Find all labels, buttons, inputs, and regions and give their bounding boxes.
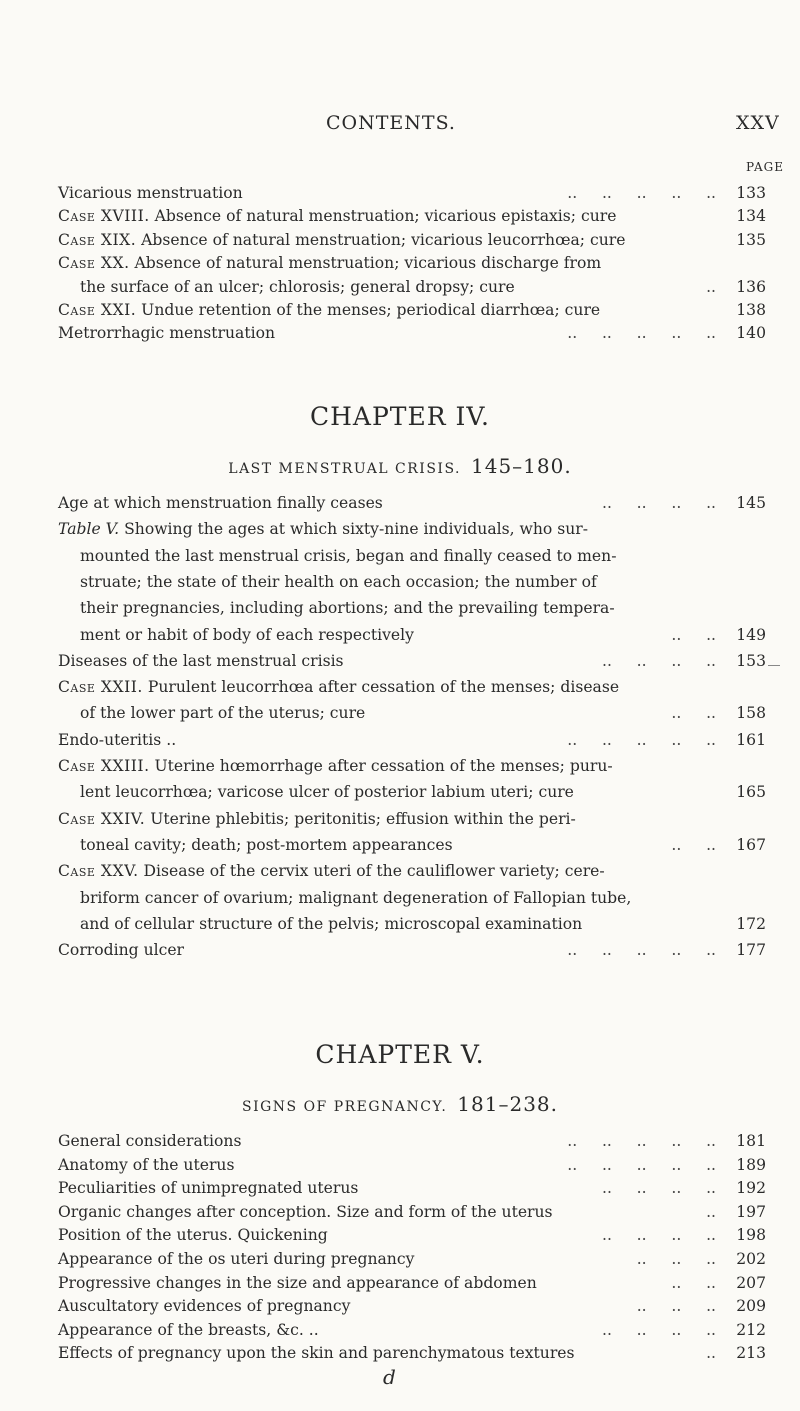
- entry-title: Age at which menstruation finally ceases: [58, 494, 383, 512]
- toc-entry-text: [58, 806, 576, 832]
- toc-entry: [0, 180, 800, 206]
- entry-title: Appearance of the os uteri during pregnancy: [58, 1250, 415, 1268]
- page-number: 207: [736, 1273, 766, 1292]
- leader-dots: .. .. .. ..: [601, 1226, 716, 1245]
- toc-entry-text: [80, 779, 574, 805]
- entry-title: Vicarious menstruation: [58, 184, 243, 202]
- toc-entry-text: [80, 700, 365, 726]
- toc-entry: [0, 250, 800, 276]
- toc-entry-text: [58, 1175, 358, 1201]
- leader-dots: ..: [706, 1202, 716, 1221]
- entry-title: mounted the last menstrual crisis, began and finally ceased to men-: [80, 546, 617, 565]
- leader-dots: .. ..: [671, 704, 716, 723]
- leader-dots: ..: [706, 277, 716, 296]
- entry-title: Absence of natural menstruation; vicarious leucorrhœa; cure: [136, 230, 626, 249]
- leader-dots: .. .. .. ..: [601, 1179, 716, 1198]
- page-number: 202: [736, 1250, 766, 1268]
- toc-entry-text: [80, 595, 615, 621]
- toc-entry: [0, 569, 800, 595]
- toc-entry: [0, 911, 800, 937]
- toc-entry-text: [58, 1270, 537, 1296]
- entry-title: briform cancer of ovarium; malignant degeneration of Fallopian tube,: [80, 888, 632, 907]
- toc-entry-text: [58, 1128, 241, 1154]
- toc-entry: [0, 1128, 800, 1154]
- toc-entry: [0, 1222, 800, 1248]
- leader-dots: ..: [706, 1344, 716, 1363]
- case-label: Case XXII.: [58, 678, 143, 697]
- entry-title: and of cellular structure of the pelvis; microscopal examination: [80, 914, 583, 933]
- toc-entry-text: [80, 274, 515, 300]
- leader-dots: .. .. .. ..: [601, 651, 716, 670]
- leader-dots: .. ..: [671, 1273, 716, 1292]
- toc-entry-text: [80, 543, 616, 569]
- toc-entry: [0, 274, 800, 300]
- toc-entry: [0, 700, 800, 726]
- toc-entry: [0, 648, 800, 674]
- chapter-4-subtitle: [0, 454, 800, 478]
- toc-entry: [0, 1246, 800, 1272]
- entry-title: the surface of an ulcer; chlorosis; general dropsy; cure: [80, 277, 515, 296]
- toc-entry: [0, 622, 800, 648]
- toc-entry-text: [80, 911, 582, 937]
- chapter-5-subtitle: [0, 1092, 800, 1116]
- toc-entry: [0, 858, 800, 884]
- entry-title: Progressive changes in the size and appearance of abdomen: [58, 1273, 537, 1292]
- entry-title: Showing the ages at which sixty-nine individuals, who sur-: [119, 520, 589, 539]
- page-number: 149: [736, 625, 766, 644]
- page-number: 135: [736, 230, 766, 249]
- toc-entry: [0, 1152, 800, 1178]
- entry-title: Undue retention of the menses; periodical diarrhœa; cure: [136, 301, 601, 319]
- entry-title: Purulent leucorrhœa after cessation of the menses; disease: [142, 678, 620, 697]
- toc-entry: [0, 937, 800, 963]
- toc-entry-text: [58, 203, 616, 229]
- toc-entry-text: [58, 1317, 319, 1343]
- entry-title: Metrorrhagic menstruation: [58, 324, 276, 343]
- page-number: 167: [736, 835, 766, 854]
- leader-dots: .. ..: [671, 625, 716, 644]
- page-number: 189: [736, 1155, 766, 1174]
- chapter-5-page-range: 181–238.: [457, 1092, 559, 1116]
- page-number: 192: [736, 1179, 766, 1198]
- toc-entry: [0, 320, 800, 346]
- toc-entry-text: [80, 622, 414, 648]
- chapter-5-subtitle-text: SIGNS OF PREGNANCY.: [241, 1099, 448, 1115]
- entry-title: their pregnancies, including abortions; and the prevailing tempera-: [80, 599, 615, 618]
- case-label: Case XXIV.: [58, 809, 146, 828]
- toc-entry: [0, 595, 800, 621]
- leader-dots: .. .. ..: [636, 1250, 716, 1268]
- case-label: Case XX.: [58, 254, 130, 273]
- chapter-4-subtitle-text: LAST MENSTRUAL CRISIS.: [228, 461, 461, 477]
- entry-title: Appearance of the breasts, &c. ..: [58, 1320, 319, 1339]
- toc-entry: [0, 1317, 800, 1343]
- toc-entry: [0, 1340, 800, 1366]
- toc-entry: [0, 753, 800, 779]
- case-label: Case XXV.: [58, 862, 139, 881]
- case-label: Case XVIII.: [58, 207, 150, 226]
- entry-title: Absence of natural menstruation; vicarious discharge from: [129, 254, 602, 273]
- toc-entry-text: [80, 832, 453, 858]
- entry-title: Disease of the cervix uteri of the cauliflower variety; cere-: [138, 862, 605, 881]
- page-number: 158: [736, 704, 766, 723]
- toc-entry: [0, 832, 800, 858]
- page-number: 177: [736, 941, 766, 960]
- page-number: 140: [736, 324, 766, 343]
- entry-title: Position of the uterus. Quickening: [58, 1226, 328, 1245]
- entry-title: General considerations: [58, 1132, 242, 1150]
- entry-title: struate; the state of their health on each occasion; the number of: [80, 572, 597, 591]
- leader-dots: .. .. .. ..: [601, 494, 716, 512]
- toc-entry-text: [58, 180, 243, 206]
- entry-title: Uterine phlebitis; peritonitis; effusion within the peri-: [145, 809, 576, 828]
- leader-dots: .. .. .. .. ..: [567, 730, 716, 749]
- toc-entry-text: [58, 937, 184, 963]
- leader-dots: .. .. .. ..: [601, 1320, 716, 1339]
- toc-entry-text: [80, 885, 631, 911]
- toc-entry-text: [58, 516, 588, 542]
- page-number: 198: [736, 1226, 766, 1245]
- toc-entry-text: [58, 1340, 575, 1366]
- page-number: 209: [736, 1297, 766, 1316]
- case-label: Case XIX.: [58, 230, 137, 249]
- leader-dots: .. .. .. .. ..: [567, 941, 716, 960]
- toc-entry-text: [58, 858, 605, 884]
- entry-title: Endo-uteritis ..: [58, 730, 177, 749]
- entry-title: lent leucorrhœa; varicose ulcer of posterior labium uteri; cure: [80, 783, 574, 802]
- toc-entry: [0, 727, 800, 753]
- chapter-4-title: CHAPTER IV.: [309, 402, 490, 431]
- page-number: 153: [736, 651, 766, 670]
- leader-dots: .. .. .. .. ..: [567, 324, 716, 343]
- toc-entry: [0, 1270, 800, 1296]
- case-label: Case XXIII.: [58, 757, 150, 775]
- toc-entry: [0, 1293, 800, 1319]
- toc-entry: [0, 543, 800, 569]
- entry-title: Absence of natural menstruation; vicarious epistaxis; cure: [149, 207, 617, 226]
- toc-entry-text: [58, 674, 619, 700]
- page-column-label: PAGE: [746, 160, 784, 174]
- toc-entry-text: [58, 648, 344, 674]
- toc-entry-text: [58, 1293, 350, 1319]
- page-number: 136: [736, 277, 766, 296]
- toc-entry-text: [58, 297, 600, 323]
- page-number: 145: [736, 494, 766, 512]
- running-header-title: CONTENTS.: [326, 112, 456, 134]
- toc-entry-text: [58, 490, 383, 516]
- toc-entry-text: [58, 250, 601, 276]
- chapter-5-title: CHAPTER V.: [315, 1040, 485, 1069]
- page-number: 172: [736, 914, 766, 933]
- toc-entry-text: [58, 1199, 553, 1225]
- entry-title: Diseases of the last menstrual crisis: [58, 651, 344, 670]
- toc-entry: [0, 297, 800, 323]
- leader-dots: .. .. .. .. ..: [567, 184, 716, 202]
- running-header-page-number: XXV: [736, 112, 780, 134]
- page-number: 134: [736, 207, 766, 226]
- toc-entry-text: [58, 1246, 414, 1272]
- entry-title: toneal cavity; death; post-mortem appearances: [80, 835, 453, 854]
- entry-title: Corroding ulcer: [58, 941, 185, 960]
- toc-entry-text: [80, 569, 597, 595]
- leader-dots: .. .. .. .. ..: [567, 1132, 716, 1150]
- case-label: Case XXI.: [58, 301, 137, 319]
- entry-title: Uterine hœmorrhage after cessation of the menses; puru-: [149, 757, 613, 775]
- entry-title: Auscultatory evidences of pregnancy: [58, 1297, 351, 1316]
- leader-dots: .. .. ..: [636, 1297, 716, 1316]
- page-number: 197: [736, 1202, 766, 1221]
- margin-mark: [768, 665, 780, 666]
- toc-entry: [0, 806, 800, 832]
- leader-dots: .. ..: [671, 835, 716, 854]
- toc-entry-text: [58, 1222, 328, 1248]
- entry-title: Anatomy of the uterus: [58, 1155, 235, 1174]
- toc-entry: [0, 203, 800, 229]
- toc-entry-text: [58, 320, 275, 346]
- toc-entry-text: [58, 753, 613, 779]
- page-number: 138: [736, 301, 766, 319]
- toc-entry-text: [58, 1152, 234, 1178]
- page-number: 133: [736, 184, 766, 202]
- page-number: 213: [736, 1344, 766, 1363]
- toc-entry: [0, 674, 800, 700]
- toc-entry-text: [58, 227, 625, 253]
- toc-entry: [0, 516, 800, 542]
- page-number: 165: [736, 783, 766, 802]
- toc-entry: [0, 227, 800, 253]
- entry-title: Effects of pregnancy upon the skin and parenchymatous textures: [58, 1344, 575, 1363]
- entry-title: Peculiarities of unimpregnated uterus: [58, 1179, 359, 1198]
- page-number: 181: [736, 1132, 766, 1150]
- page-number: 161: [736, 730, 766, 749]
- toc-entry: [0, 1199, 800, 1225]
- signature-mark: d: [383, 1365, 396, 1389]
- entry-title: of the lower part of the uterus; cure: [80, 704, 366, 723]
- table-label: Table V.: [58, 520, 120, 539]
- entry-title: Organic changes after conception. Size and form of the uterus: [58, 1202, 553, 1221]
- toc-entry: [0, 1175, 800, 1201]
- toc-entry-text: [58, 727, 176, 753]
- toc-entry: [0, 885, 800, 911]
- entry-title: ment or habit of body of each respectively: [80, 625, 414, 644]
- toc-entry: [0, 779, 800, 805]
- toc-entry: [0, 490, 800, 516]
- page-number: 212: [736, 1320, 766, 1339]
- leader-dots: .. .. .. .. ..: [567, 1155, 716, 1174]
- chapter-4-page-range: 145–180.: [471, 454, 572, 478]
